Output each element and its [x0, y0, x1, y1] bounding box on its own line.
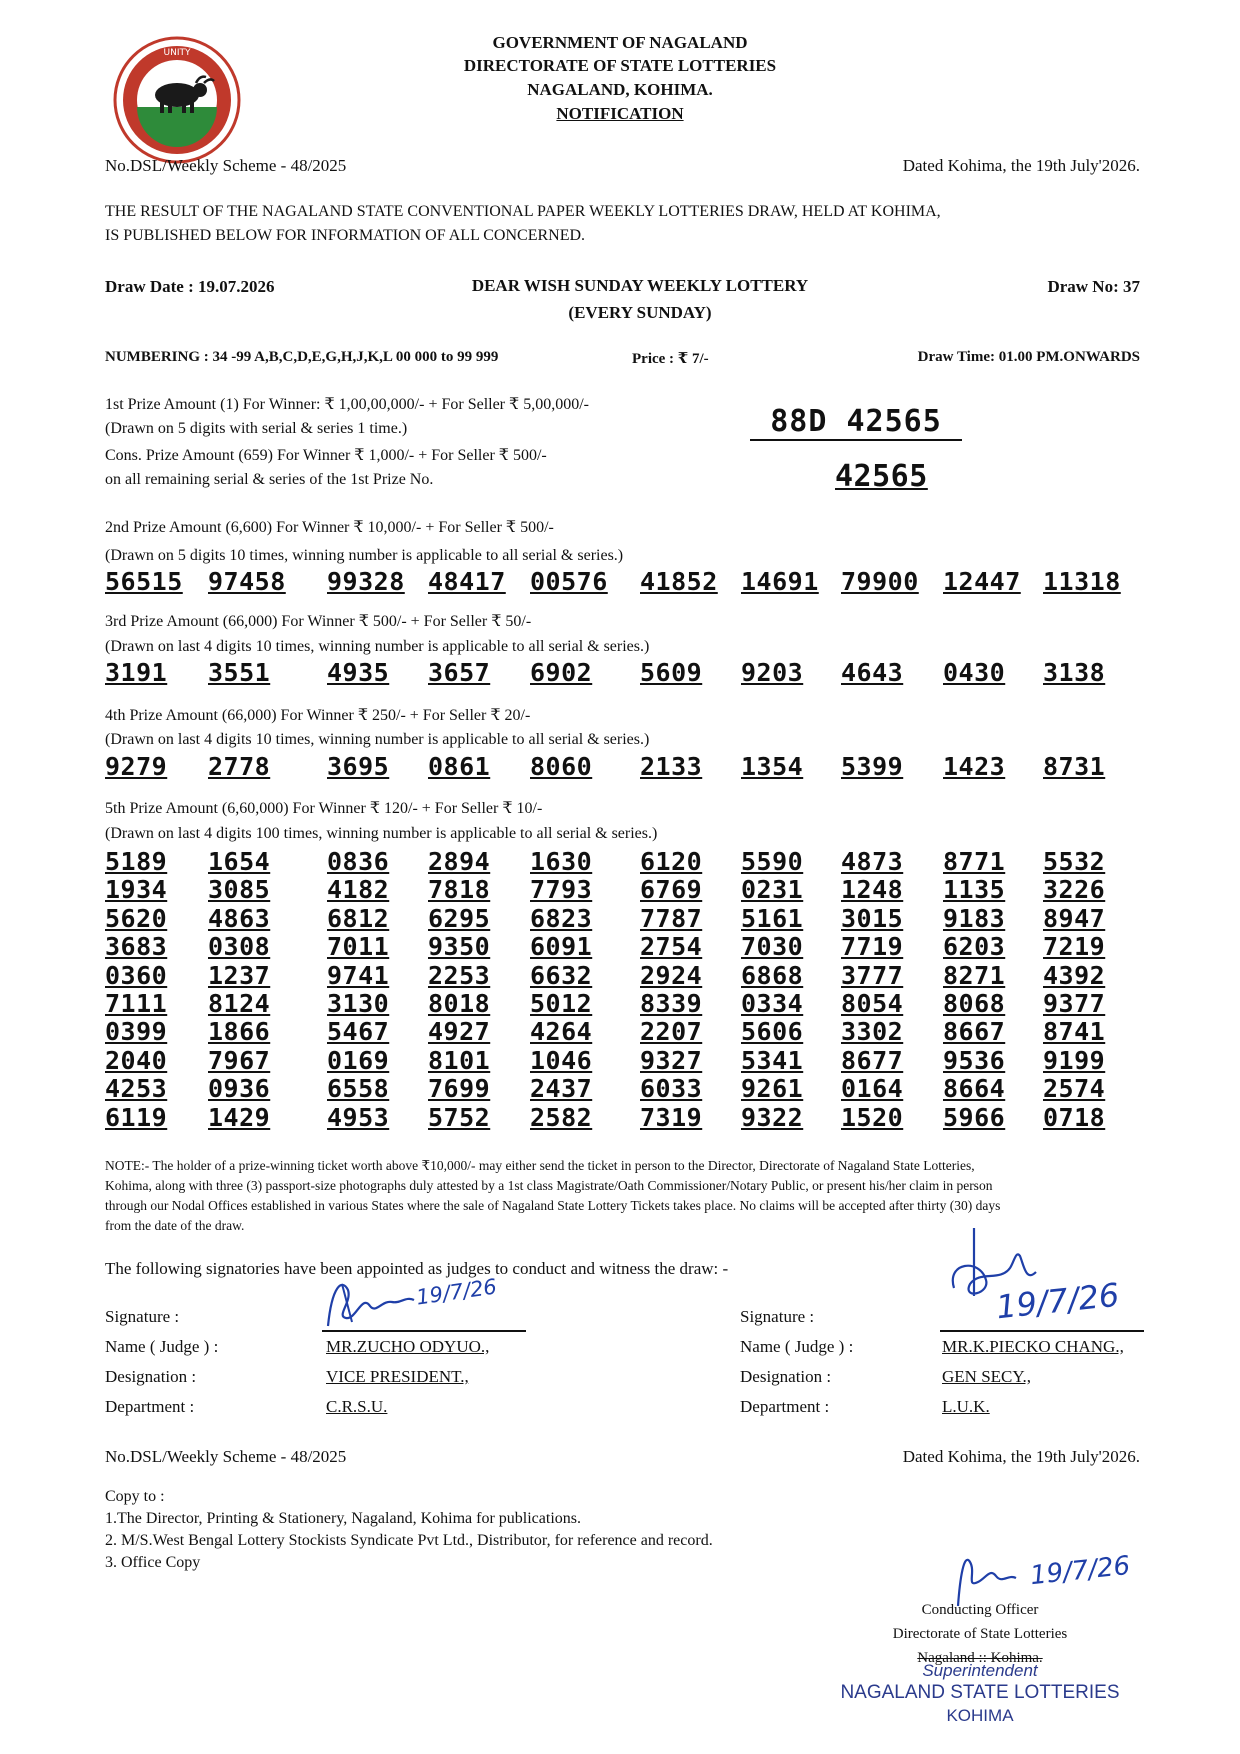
fifth-prize-number: 1520	[841, 1102, 904, 1132]
judge-2-labels	[740, 1302, 853, 1422]
reference-number: No.DSL/Weekly Scheme - 48/2025	[105, 156, 347, 175]
fifth-prize-number: 3302	[841, 1017, 904, 1047]
fifth-prize-number: 6812	[327, 903, 390, 933]
fifth-prize-number: 5532	[1043, 847, 1106, 876]
fifth-prize-number: 3130	[327, 989, 390, 1018]
svg-text:UNITY: UNITY	[163, 48, 191, 58]
fourth-prize-number: 2778	[208, 752, 271, 781]
fifth-prize-number: 1866	[208, 1017, 271, 1047]
fifth-prize-number: 4927	[428, 1017, 491, 1047]
second-prize-number: 00576	[530, 567, 608, 596]
fourth-prize-number: 2133	[640, 752, 703, 781]
fifth-prize-number: 7787	[640, 903, 703, 933]
fifth-prize-number: 4264	[530, 1017, 593, 1047]
fifth-prize-number: 0360	[105, 960, 168, 990]
label-department: Department :	[105, 1397, 195, 1416]
third-prize-number: 3191	[105, 658, 168, 687]
lottery-frequency: (EVERY SUNDAY)	[568, 303, 712, 322]
fifth-prize-number: 8101	[428, 1045, 491, 1075]
copy-to-item-2: 2. M/S.West Bengal Lottery Stockists Syndicate Pvt Ltd., Distributor, for reference and record.	[105, 1532, 713, 1549]
cons-prize-winner-number: 42565	[835, 459, 928, 494]
fourth-prize-number: 1423	[943, 752, 1006, 781]
footer-reference-number: No.DSL/Weekly Scheme - 48/2025	[105, 1447, 347, 1466]
header-government: GOVERNMENT OF NAGALAND	[492, 33, 748, 52]
fifth-prize-number: 9261	[741, 1074, 804, 1104]
fifth-prize-number: 7030	[741, 932, 804, 962]
second-prize-number: 99328	[327, 567, 405, 596]
fifth-prize-number: 8018	[428, 989, 491, 1018]
fourth-prize-number: 8731	[1043, 752, 1106, 781]
fifth-prize-number: 2253	[428, 960, 491, 990]
fifth-prize-number: 8677	[841, 1045, 904, 1075]
fifth-prize-number: 7818	[428, 875, 491, 905]
fifth-prize-number: 6295	[428, 903, 491, 933]
fourth-prize-number: 3695	[327, 752, 390, 781]
fifth-prize-number: 8667	[943, 1017, 1006, 1047]
fifth-prize-number: 0836	[327, 847, 390, 876]
fifth-prize-number: 2924	[640, 960, 703, 990]
fifth-prize-number: 5966	[943, 1102, 1006, 1132]
fifth-prize-number: 1248	[841, 875, 904, 905]
fifth-prize-line-2: (Drawn on last 4 digits 100 times, winning number is applicable to all serial & series.)	[105, 825, 658, 842]
fifth-prize-row	[105, 875, 1145, 903]
note-line-1: NOTE:- The holder of a prize-winning ticket worth above ₹10,000/- may either send the ticket in person to the Director, Directorate of Nagaland State Lotteries,	[105, 1158, 975, 1173]
fifth-prize-number: 5341	[741, 1045, 804, 1075]
third-prize-number: 0430	[943, 658, 1006, 687]
fifth-prize-number: 6558	[327, 1074, 390, 1104]
second-prize-number: 48417	[428, 567, 506, 596]
draw-time: Draw Time: 01.00 PM.ONWARDS	[917, 349, 1140, 365]
fifth-prize-number: 0936	[208, 1074, 271, 1104]
superintendent-stamp	[830, 1661, 1130, 1727]
intro-line-1: THE RESULT OF THE NAGALAND STATE CONVENTIONAL PAPER WEEKLY LOTTERIES DRAW, HELD AT KOHIMA,	[105, 203, 941, 220]
fifth-prize-number: 5752	[428, 1102, 491, 1132]
stamp-location: KOHIMA	[946, 1706, 1014, 1725]
fifth-prize-number: 1654	[208, 847, 271, 876]
label-signature: Signature :	[740, 1307, 815, 1326]
third-prize-number: 5609	[640, 658, 703, 687]
fifth-prize-number: 5620	[105, 903, 168, 933]
fifth-prize-number: 9536	[943, 1045, 1006, 1075]
fifth-prize-number: 2574	[1043, 1074, 1106, 1104]
fifth-prize-number: 8124	[208, 989, 271, 1018]
officer-block	[880, 1598, 1080, 1670]
fourth-prize-number: 1354	[741, 752, 804, 781]
fifth-prize-row	[105, 1103, 1145, 1131]
fifth-prize-row	[105, 847, 1145, 875]
fifth-prize-number: 2894	[428, 847, 491, 876]
fifth-prize-number: 8068	[943, 989, 1006, 1018]
fifth-prize-row	[105, 932, 1145, 960]
fifth-prize-number: 2207	[640, 1017, 703, 1047]
fifth-prize-number: 1237	[208, 960, 271, 990]
header-directorate: DIRECTORATE OF STATE LOTTERIES	[463, 56, 777, 75]
fifth-prize-number: 1046	[530, 1045, 593, 1075]
first-prize-winner-box	[750, 404, 962, 441]
fourth-prize-number: 9279	[105, 752, 168, 781]
footer-reference-date: Dated Kohima, the 19th July'2026.	[902, 1447, 1140, 1466]
judge-1-name: MR.ZUCHO ODYUO.,	[326, 1337, 490, 1356]
third-prize-number: 6902	[530, 658, 593, 687]
cons-prize-line-1: Cons. Prize Amount (659) For Winner ₹ 1,000/- + For Seller ₹ 500/-	[105, 447, 547, 464]
fifth-prize-row	[105, 1046, 1145, 1074]
fifth-prize-number: 7011	[327, 932, 390, 962]
fifth-prize-number: 7967	[208, 1045, 271, 1075]
draw-number: Draw No: 37	[1047, 277, 1140, 296]
fifth-prize-number: 1934	[105, 875, 168, 905]
fourth-prize-number: 8060	[530, 752, 593, 781]
fifth-prize-number: 0231	[741, 875, 804, 905]
fourth-prize-number: 0861	[428, 752, 491, 781]
fifth-prize-number: 2040	[105, 1045, 168, 1075]
second-prize-numbers	[105, 567, 1145, 597]
note-line-2: Kohima, along with three (3) passport-size photographs duly attested by a 1st class Magistrate/Oath Commissioner/Notary Public, or present his/her claim in person	[105, 1178, 993, 1193]
fifth-prize-number: 3777	[841, 960, 904, 990]
fifth-prize-number: 0169	[327, 1045, 390, 1075]
fifth-prize-number: 0308	[208, 932, 271, 962]
fifth-prize-number: 6119	[105, 1102, 168, 1132]
judge-1-department: C.R.S.U.	[326, 1397, 388, 1416]
fifth-prize-number: 8947	[1043, 903, 1106, 933]
judge-2-department: L.U.K.	[942, 1397, 990, 1416]
officer-title: Conducting Officer	[921, 1602, 1039, 1618]
fifth-prize-number: 0399	[105, 1017, 168, 1047]
fifth-prize-row	[105, 989, 1145, 1017]
second-prize-number: 12447	[943, 567, 1021, 596]
fifth-prize-number: 6033	[640, 1074, 703, 1104]
fifth-prize-number: 5590	[741, 847, 804, 876]
fifth-prize-number: 2754	[640, 932, 703, 962]
fifth-prize-number: 1135	[943, 875, 1006, 905]
fourth-prize-number: 5399	[841, 752, 904, 781]
fifth-prize-number: 9350	[428, 932, 491, 962]
judge-2-name: MR.K.PIECKO CHANG.,	[942, 1337, 1124, 1356]
fifth-prize-number: 3015	[841, 903, 904, 933]
third-prize-number: 3657	[428, 658, 491, 687]
third-prize-number: 3138	[1043, 658, 1106, 687]
fifth-prize-number: 7111	[105, 989, 168, 1018]
second-prize-number: 14691	[741, 567, 819, 596]
fifth-prize-number: 9741	[327, 960, 390, 990]
label-signature: Signature :	[105, 1307, 180, 1326]
fifth-prize-number: 9183	[943, 903, 1006, 933]
judge-1-sign-date: 19/7/26	[414, 1274, 499, 1310]
third-prize-number: 4643	[841, 658, 904, 687]
stamp-office: NAGALAND STATE LOTTERIES	[840, 1682, 1120, 1703]
second-prize-number: 79900	[841, 567, 919, 596]
first-prize-line-2: (Drawn on 5 digits with serial & series 1 time.)	[105, 420, 408, 437]
fifth-prize-number: 1630	[530, 847, 593, 876]
cons-prize-winner-box	[835, 459, 928, 494]
second-prize-number: 97458	[208, 567, 286, 596]
third-prize-number: 3551	[208, 658, 271, 687]
label-name: Name ( Judge ) :	[105, 1337, 219, 1356]
fifth-prize-number: 9322	[741, 1102, 804, 1132]
second-prize-line-2: (Drawn on 5 digits 10 times, winning number is applicable to all serial & series.)	[105, 547, 624, 564]
fifth-prize-number: 5606	[741, 1017, 804, 1047]
fifth-prize-number: 7219	[1043, 932, 1106, 962]
lottery-name: DEAR WISH SUNDAY WEEKLY LOTTERY	[471, 276, 809, 295]
fifth-prize-number: 8054	[841, 989, 904, 1018]
judge-2-designation: GEN SECY.,	[942, 1367, 1031, 1386]
fifth-prize-number: 8339	[640, 989, 703, 1018]
fifth-prize-number: 8771	[943, 847, 1006, 876]
fifth-prize-number: 7793	[530, 875, 593, 905]
fifth-prize-number: 2437	[530, 1074, 593, 1104]
fifth-prize-number: 7699	[428, 1074, 491, 1104]
fifth-prize-number: 6769	[640, 875, 703, 905]
copy-to-heading: Copy to :	[105, 1488, 165, 1505]
fifth-prize-number: 9377	[1043, 989, 1106, 1018]
judge-2-signature	[940, 1222, 1144, 1332]
fifth-prize-number: 4873	[841, 847, 904, 876]
label-designation: Designation :	[740, 1367, 832, 1386]
fifth-prize-number: 6868	[741, 960, 804, 990]
fifth-prize-number: 6091	[530, 932, 593, 962]
second-prize-number: 41852	[640, 567, 718, 596]
intro-line-2: IS PUBLISHED BELOW FOR INFORMATION OF ALL CONCERNED.	[105, 227, 586, 244]
note-line-4: from the date of the draw.	[105, 1218, 245, 1233]
fifth-prize-number: 3683	[105, 932, 168, 962]
fifth-prize-number: 6632	[530, 960, 593, 990]
fifth-prize-number: 1429	[208, 1102, 271, 1132]
fifth-prize-number: 4953	[327, 1102, 390, 1132]
stamp-title: Superintendent	[922, 1661, 1038, 1680]
header-notification: NOTIFICATION	[556, 104, 684, 123]
judge-1-values	[326, 1332, 489, 1422]
fifth-prize-number: 4182	[327, 875, 390, 905]
fifth-prize-number: 7319	[640, 1102, 703, 1132]
second-prize-number: 56515	[105, 567, 183, 596]
label-designation: Designation :	[105, 1367, 197, 1386]
fifth-prize-number: 4253	[105, 1074, 168, 1104]
fifth-prize-number: 0164	[841, 1074, 904, 1104]
fifth-prize-row	[105, 1074, 1145, 1102]
third-prize-number: 9203	[741, 658, 804, 687]
fifth-prize-number: 4392	[1043, 960, 1106, 990]
fifth-prize-number: 8664	[943, 1074, 1006, 1104]
fifth-prize-number: 9327	[640, 1045, 703, 1075]
cons-prize-line-2: on all remaining serial & series of the 1st Prize No.	[105, 471, 434, 488]
third-prize-numbers	[105, 658, 1145, 688]
second-prize-number: 11318	[1043, 567, 1121, 596]
fourth-prize-line-2: (Drawn on last 4 digits 10 times, winning number is applicable to all serial & series.)	[105, 731, 650, 748]
fifth-prize-number: 5189	[105, 847, 168, 876]
copy-to-item-1: 1.The Director, Printing & Stationery, Nagaland, Kohima for publications.	[105, 1510, 581, 1527]
fourth-prize-line-1: 4th Prize Amount (66,000) For Winner ₹ 250/- + For Seller ₹ 20/-	[105, 707, 531, 724]
fifth-prize-number: 5467	[327, 1017, 390, 1047]
fifth-prize-row	[105, 961, 1145, 989]
fifth-prize-number: 3226	[1043, 875, 1106, 905]
numbering-range: NUMBERING : 34 -99 A,B,C,D,E,G,H,J,K,L 00 000 to 99 999	[105, 349, 499, 365]
judge-1-signature	[322, 1276, 526, 1332]
fifth-prize-number: 6203	[943, 932, 1006, 962]
reference-date: Dated Kohima, the 19th July'2026.	[902, 156, 1140, 175]
fifth-prize-number: 7719	[841, 932, 904, 962]
judge-2-sign-date: 19/7/26	[994, 1275, 1122, 1327]
first-prize-winner-number: 88D 42565	[770, 404, 942, 439]
officer-location: Nagaland :: Kohima.	[917, 1650, 1043, 1666]
note-line-3: through our Nodal Offices established in various States where the sale of Nagaland State Lottery Tickets takes place. No claims will be accepted after thirty (30) days	[105, 1198, 1001, 1213]
fourth-prize-numbers	[105, 752, 1145, 782]
judge-2-values	[942, 1332, 1124, 1422]
fifth-prize-number: 8741	[1043, 1017, 1106, 1047]
fifth-prize-number: 9199	[1043, 1045, 1106, 1075]
fifth-prize-line-1: 5th Prize Amount (6,60,000) For Winner ₹ 120/- + For Seller ₹ 10/-	[105, 800, 543, 817]
second-prize-line-1: 2nd Prize Amount (6,600) For Winner ₹ 10,000/- + For Seller ₹ 500/-	[105, 519, 554, 536]
fifth-prize-number: 4863	[208, 903, 271, 933]
fifth-prize-number: 6823	[530, 903, 593, 933]
fifth-prize-row	[105, 904, 1145, 932]
officer-department: Directorate of State Lotteries	[892, 1626, 1068, 1642]
fifth-prize-number: 3085	[208, 875, 271, 905]
third-prize-line-1: 3rd Prize Amount (66,000) For Winner ₹ 500/- + For Seller ₹ 50/-	[105, 613, 532, 630]
header-location: NAGALAND, KOHIMA.	[527, 80, 713, 99]
fifth-prize-numbers-grid	[105, 847, 1145, 1137]
copy-to-item-3: 3. Office Copy	[105, 1554, 201, 1571]
fifth-prize-number: 8271	[943, 960, 1006, 990]
label-name: Name ( Judge ) :	[740, 1337, 854, 1356]
judge-1-labels	[105, 1302, 218, 1422]
fifth-prize-number: 5012	[530, 989, 593, 1018]
judges-intro: The following signatories have been appointed as judges to conduct and witness the draw: -	[105, 1259, 729, 1278]
third-prize-line-2: (Drawn on last 4 digits 10 times, winning number is applicable to all serial & series.)	[105, 638, 650, 655]
label-department: Department :	[740, 1397, 830, 1416]
fifth-prize-number: 0718	[1043, 1102, 1106, 1132]
first-prize-line-1: 1st Prize Amount (1) For Winner: ₹ 1,00,00,000/- + For Seller ₹ 5,00,000/-	[105, 396, 589, 413]
judge-1-designation: VICE PRESIDENT.,	[326, 1367, 469, 1386]
fifth-prize-number: 2582	[530, 1102, 593, 1132]
fifth-prize-row	[105, 1017, 1145, 1045]
draw-date: Draw Date : 19.07.2026	[105, 277, 275, 296]
ticket-price: Price : ₹ 7/-	[632, 351, 709, 367]
fifth-prize-number: 5161	[741, 903, 804, 933]
officer-sign-date: 19/7/26	[1028, 1550, 1132, 1592]
fifth-prize-number: 0334	[741, 989, 804, 1018]
fifth-prize-number: 6120	[640, 847, 703, 876]
third-prize-number: 4935	[327, 658, 390, 687]
